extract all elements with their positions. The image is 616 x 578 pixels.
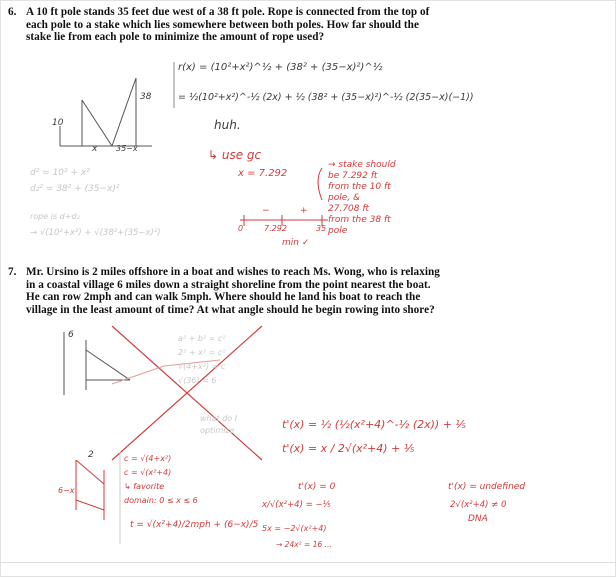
rope-is-note: rope is d+d₂	[30, 212, 80, 221]
problem-7-line: village in the least amount of time? At what angle should he begin rowing into shore?	[26, 303, 435, 316]
stake-answer-line: pole, &	[328, 193, 360, 203]
squared-equation: → 24x² = 16 ...	[276, 540, 332, 549]
diagram-label-35x: 35−x	[116, 144, 138, 153]
diagram-label-10: 10	[52, 118, 64, 128]
pythag-eq-4: √(36) = 6	[178, 376, 217, 385]
use-gc-note: ↳ use gc	[208, 148, 262, 162]
set-derivative-zero: t'(x) = 0	[298, 482, 336, 492]
optimize-note: optimize	[200, 426, 235, 435]
favorite-note: ↳ favorite	[124, 482, 165, 491]
number-line-critical: 7.292	[264, 224, 287, 233]
undefined-note: t'(x) = undefined	[448, 482, 526, 492]
fraction-eq: x/√(x²+4) = −⅕	[262, 500, 331, 510]
diagram2-label-6x: 6−x	[58, 486, 75, 495]
problem-7-line: He can row 2mph and can walk 5mph. Where should he land his boat to reach the	[26, 291, 421, 304]
stake-answer-line: 27.708 ft	[328, 204, 370, 214]
problem-6-line: each pole to a stake which lies somewhere between both poles. How far should the	[26, 18, 419, 31]
distance-eq-1: d² = 10² + x²	[30, 168, 90, 178]
huh-note: huh.	[214, 118, 241, 132]
problem-6-line: A 10 ft pole stands 35 feet due west of a 38 ft pole. Rope is connected from the top of	[26, 6, 430, 18]
distance-eq-2: d₂² = 38² + (35−x)²	[30, 184, 120, 194]
rope-derivative: = ½(10²+x²)^-½ (2x) + ½ (38² + (35−x)²)^-½ (2(35−x)(−1))	[178, 92, 474, 103]
c-equation-2: c = √(x²+4)	[124, 468, 172, 477]
x-value: x = 7.292	[238, 168, 288, 179]
number-line-min: min ✓	[282, 238, 310, 248]
bottom-ruler	[0, 562, 616, 578]
diagram2-label-6: 6	[68, 330, 74, 340]
undefined-note-2: 2√(x²+4) ≠ 0	[450, 500, 507, 510]
pythag-eq-3: √(4+x²) = c	[178, 362, 226, 371]
number-line-zero: 0	[238, 224, 244, 233]
cross-out	[112, 326, 262, 460]
pythag-eq: a² + b² = c²	[178, 334, 226, 343]
pole-diagram	[60, 78, 152, 146]
problem-7-number: 7.	[8, 266, 17, 278]
problem-6-number: 6.	[8, 6, 17, 18]
c-equation: c = √(4+x²)	[124, 454, 172, 463]
rope-function: r(x) = (10²+x²)^½ + (38² + (35−x)²)^½	[178, 62, 383, 73]
time-function: t = √(x²+4)/2mph + (6−x)/5	[130, 520, 259, 530]
sqrt-equation: 5x = −2√(x²+4)	[262, 524, 327, 533]
diagram-label-x: x	[92, 144, 98, 154]
what-do-note: what do I	[200, 414, 238, 423]
diagram-label-38: 38	[140, 92, 152, 102]
stake-answer-line: from the 10 ft	[328, 182, 391, 192]
number-line-35: 35	[316, 224, 327, 233]
number-line-plus: +	[300, 206, 308, 216]
problem-6-line: stake lie from each pole to minimize the amount of rope used?	[26, 31, 325, 44]
stake-answer-line: be 7.292 ft	[328, 171, 378, 181]
problem-7-line: in a coastal village 6 miles down a straight shoreline from the point nearest the boat.	[26, 278, 431, 291]
number-line-minus: −	[262, 206, 270, 216]
time-derivative-2: t'(x) = x / 2√(x²+4) + ⅕	[282, 442, 415, 455]
stake-note-arrow	[318, 168, 322, 200]
stake-answer-note	[328, 160, 438, 237]
diagram2-label-2: 2	[88, 450, 94, 460]
rope-sum: → √(10²+x²) + √(38²+(35−x)²)	[30, 228, 161, 238]
time-derivative-1: t'(x) = ½ (½(x²+4)^-½ (2x)) + ⅕	[282, 418, 467, 431]
dna-note: DNA	[468, 514, 488, 524]
stake-answer-line: → stake should	[328, 160, 396, 170]
domain-note: domain: 0 ≤ x ≤ 6	[124, 496, 198, 505]
stake-answer-line: pole	[328, 226, 348, 236]
stake-answer-line: from the 38 ft	[328, 215, 391, 225]
pythag-eq-2: 2² + x² = c²	[178, 348, 226, 357]
boat-diagram-2	[76, 460, 104, 520]
problem-7-line: Mr. Ursino is 2 miles offshore in a boat and wishes to reach Ms. Wong, who is relaxing	[26, 266, 440, 278]
boat-diagram-1	[64, 332, 130, 395]
